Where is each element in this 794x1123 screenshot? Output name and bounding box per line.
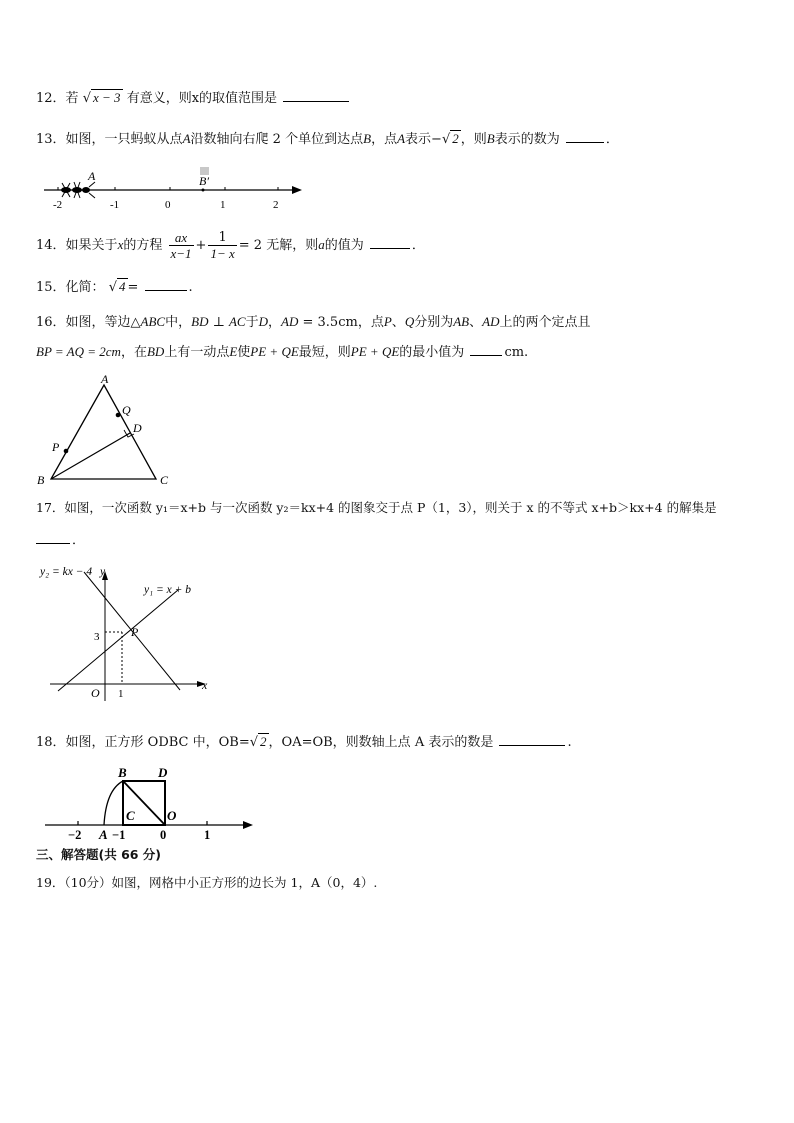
number-line-figure-13 xyxy=(40,160,310,215)
question-18: 18．如图，正方形 ODBC 中，OB=√ 2 ，OA=OB，则数轴上点 A 表示的数是 . xyxy=(36,734,572,750)
ant-icon xyxy=(61,182,95,198)
question-16-line2: BP = AQ = 2cm，在BD上有一动点E使PE + QE最短，则PE + QE的最小值为 cm. xyxy=(36,344,529,360)
label-D: D xyxy=(133,421,142,435)
answer-blank xyxy=(566,130,604,143)
question-16-line1: 16．如图，等边△ABC中，BD ⊥ AC于D，AD = 3.5cm，点P、Q分别为AB、AD上的两个定点且 xyxy=(36,314,591,330)
label-A: A xyxy=(101,372,109,386)
square-figure-18 xyxy=(40,760,260,846)
question-19: 19．（10分）如图，网格中小正方形的边长为 1，A（0，4）. xyxy=(36,875,378,890)
question-12: 12．若 √ x − 3 有意义，则x的取值范围是 xyxy=(36,89,351,108)
tick-label: 0 xyxy=(165,199,171,211)
triangle-figure-16 xyxy=(34,372,184,487)
axis-arrow-icon xyxy=(292,186,302,194)
label-B: B xyxy=(37,473,45,487)
tick-label: 1 xyxy=(220,199,226,211)
label-P: P xyxy=(131,625,139,639)
label-O: O xyxy=(91,686,100,700)
answer-blank xyxy=(145,278,187,291)
section-heading: 三、解答题(共 66 分) xyxy=(36,847,162,862)
answer-blank xyxy=(499,733,565,746)
label-minus-1: −1 xyxy=(112,828,126,842)
label-1: 1 xyxy=(204,828,211,842)
segment-BD xyxy=(51,433,130,479)
function-graph-17 xyxy=(38,560,218,705)
label-P: P xyxy=(52,440,60,454)
label-0: 0 xyxy=(160,828,167,842)
fraction-one: $\frac{1}{1- x}$ xyxy=(210,230,235,261)
label-1: 1 xyxy=(118,688,124,700)
label-D: D xyxy=(158,765,168,780)
question-13: 13．如图，一只蚂蚁从点A沿数轴向右爬 2 个单位到达点B，点A表示−√ 2 ，则B表示的数为 ． xyxy=(36,131,619,147)
tick-label: 2 xyxy=(273,199,279,211)
answer-blank xyxy=(470,343,502,356)
question-17-answer: ． xyxy=(36,531,85,550)
question-17: 17．如图，一次函数 y₁＝x+b 与一次函数 y₂＝kx+4 的图象交于点 P（1，3），则关于 x 的不等式 x+b＞kx+4 的解集是 xyxy=(36,500,717,515)
point-P xyxy=(64,449,69,454)
label-O: O xyxy=(167,808,177,823)
label-B: B′ xyxy=(199,174,209,188)
tick-label: -1 xyxy=(110,199,120,211)
axis-arrow-icon xyxy=(243,821,253,829)
label-A: A xyxy=(88,169,96,183)
point-B xyxy=(202,189,205,192)
label-C: C xyxy=(126,808,135,823)
answer-blank xyxy=(370,236,410,249)
line-y1 xyxy=(58,590,178,691)
label-Q: Q xyxy=(122,403,131,417)
answer-blank xyxy=(283,89,349,102)
label-B: B xyxy=(118,765,127,780)
question-14: 14．如果关于x的方程 $\frac{ax}{x-1}$ + $\frac{1}{1- x}$ = 2 无解，则a的值为 ． xyxy=(36,230,425,261)
tick-label: -2 xyxy=(53,199,63,211)
answer-blank xyxy=(36,531,70,544)
label-3: 3 xyxy=(94,631,100,643)
fraction-ax: $\frac{ax}{x-1}$ xyxy=(170,230,192,261)
label-minus-2: −2 xyxy=(68,828,82,842)
point-Q xyxy=(116,413,121,418)
sqrt-expression: √ x − 3 xyxy=(82,90,121,106)
label-A: A xyxy=(99,827,108,842)
question-15: 15．化简： √ 4 = . xyxy=(36,279,193,295)
label-y2: y₂ = kx − 4 xyxy=(40,566,93,578)
label-x: x xyxy=(202,678,208,692)
arc-BA xyxy=(104,781,123,825)
label-y: y xyxy=(100,566,106,578)
label-C: C xyxy=(160,473,169,487)
label-y1: y₁ = x + b xyxy=(144,584,191,596)
